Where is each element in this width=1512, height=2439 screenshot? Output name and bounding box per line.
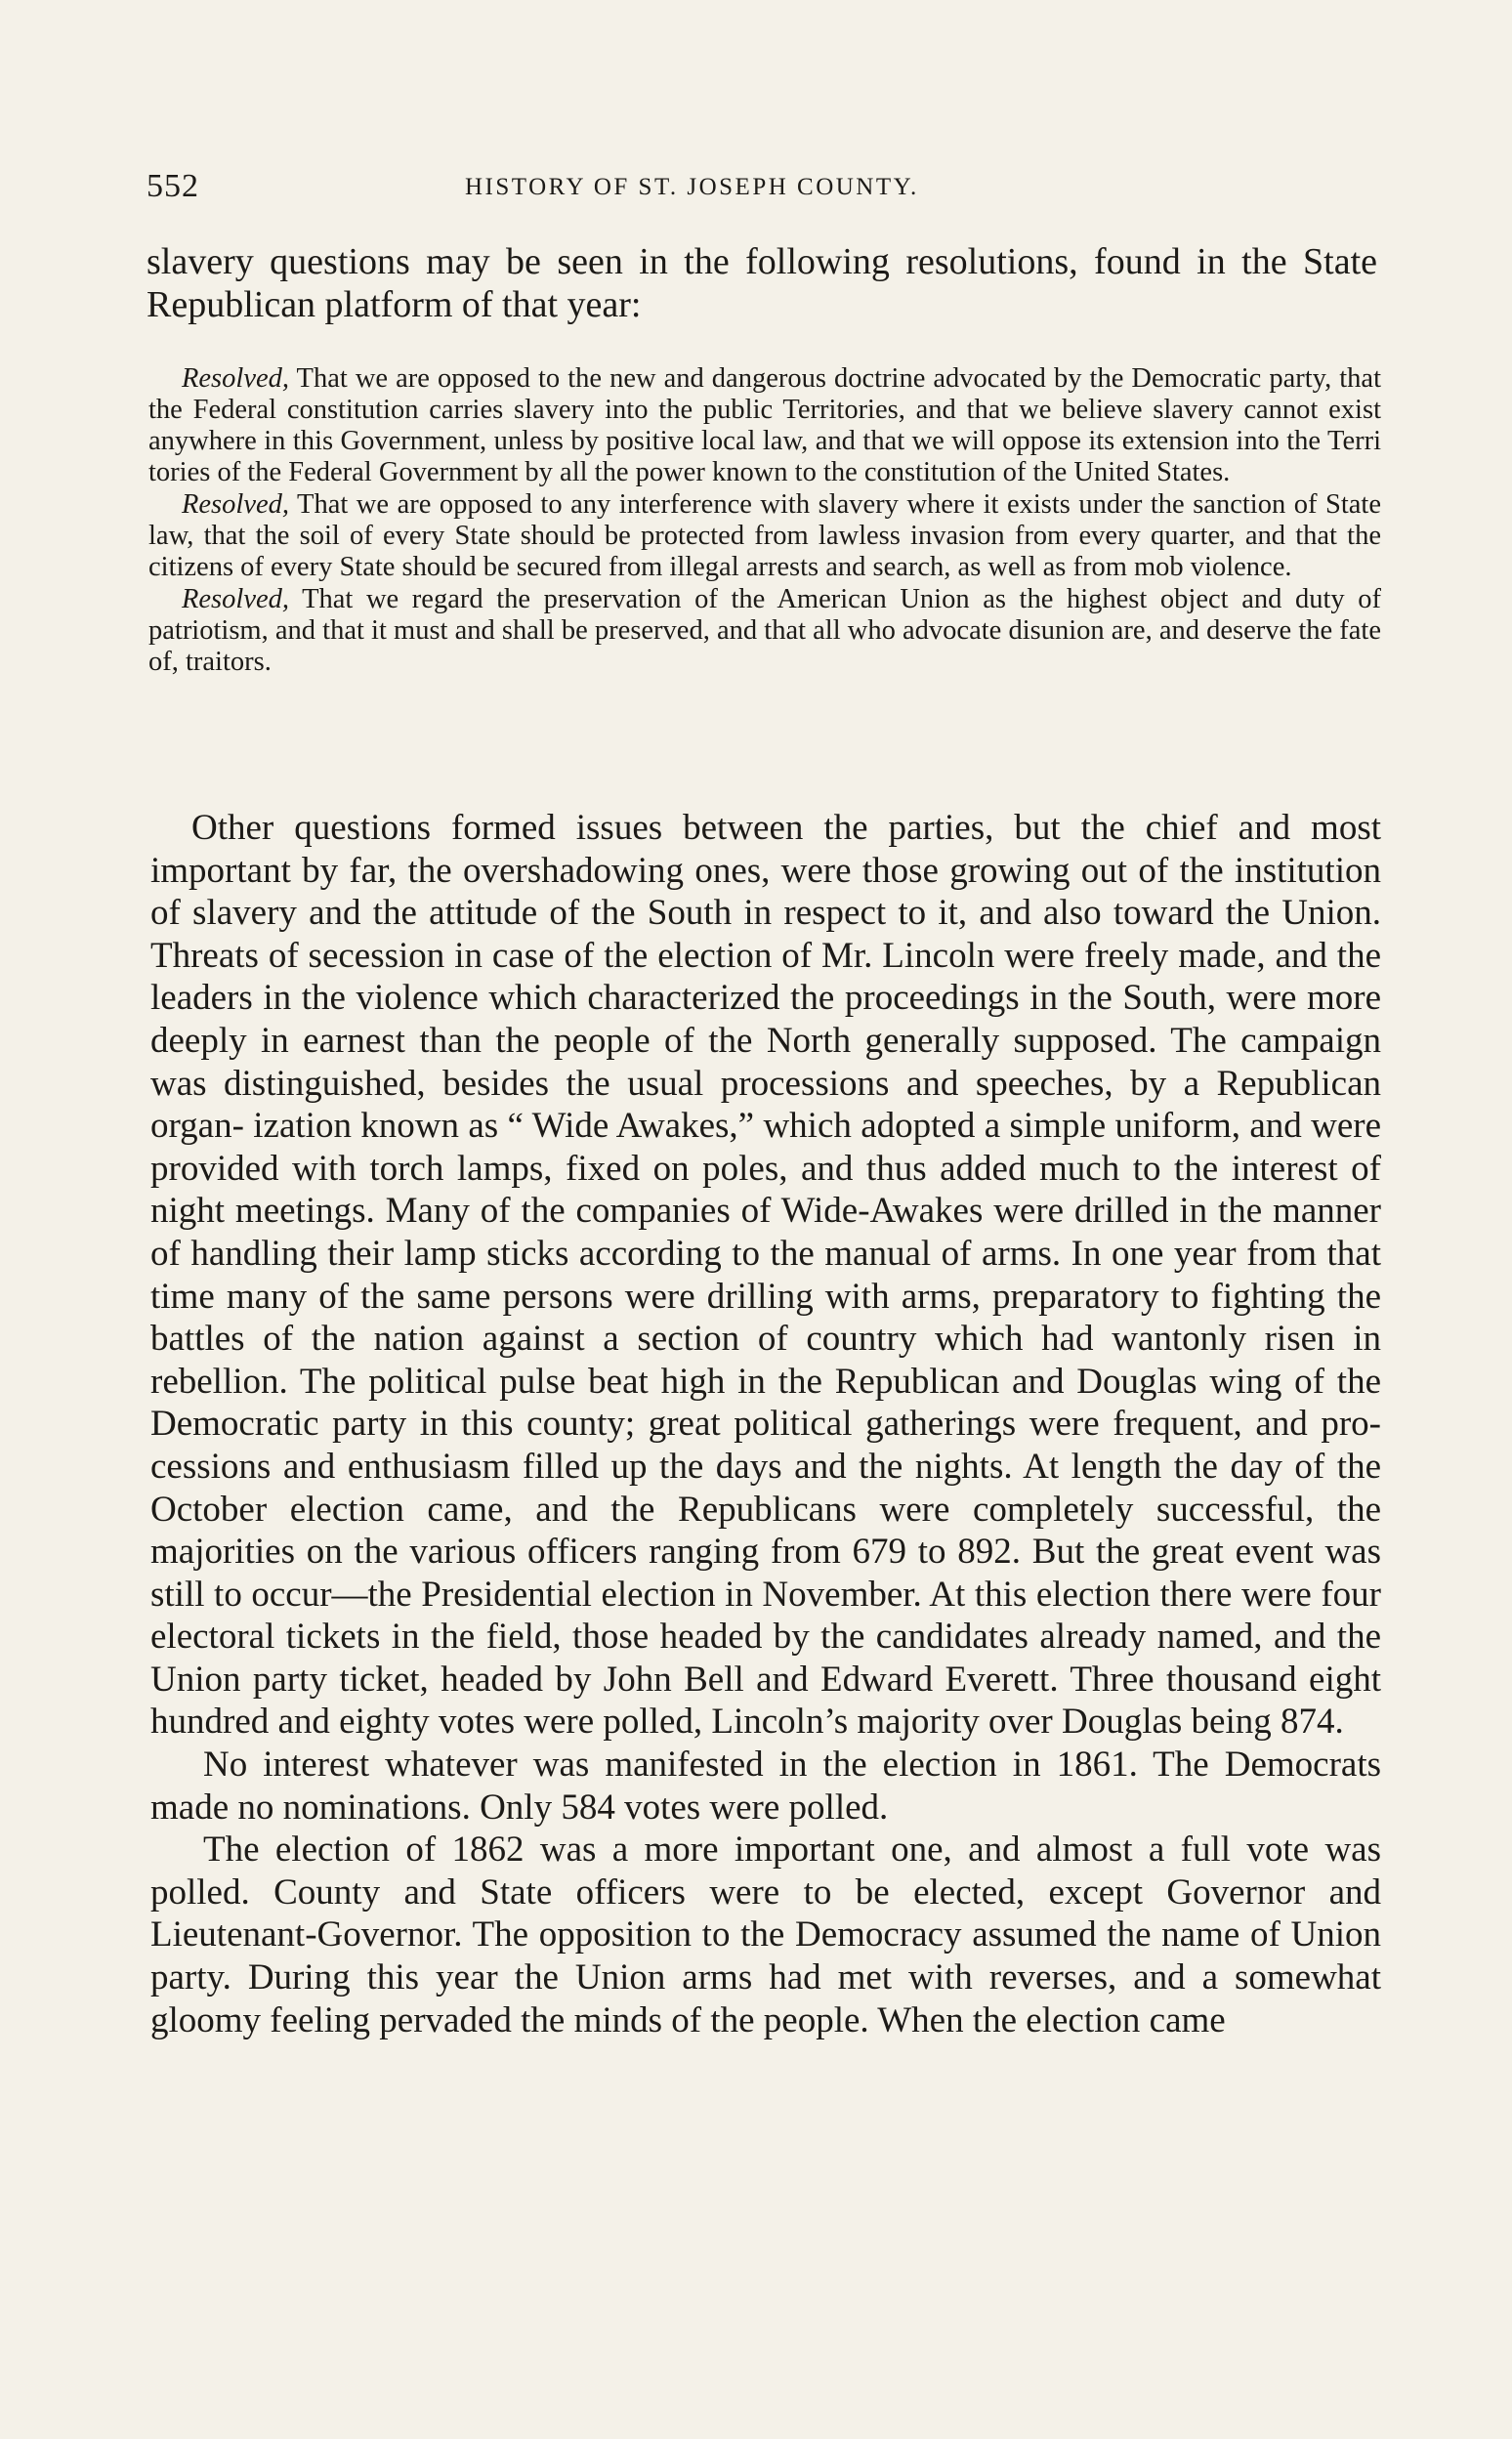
- resolution-text: That we are opposed to the new and dangerous doctrine advocated by the Democratic party, that the Federal constitution carries slavery into the public Territories, and that we believe slavery cannot exist anywhere in this Government, unless by positive local law, and that we will oppose its extension into the Terri tories of the Federal Government by all the power known to the constitution of the United States.: [148, 363, 1381, 487]
- body-paragraph-1: Other questions formed issues between the parties, but the chief and most important by far, the overshadowing ones, were those growing out of the institution of slavery and the attitude of the South in respect to it, and also toward the Union. Threats of secession in case of the election of Mr. Lincoln were freely made, and the leaders in the violence which characterized the proceedings in the South, were more deeply in earnest than the people of the North generally supposed. The campaign was distinguished, besides the usual processions and speeches, by a Republican organ- ization known as “ Wide Awakes,” which adopted a simple uniform, and were provided with torch lamps, fixed on poles, and thus added much to the interest of night meetings. Many of the companies of Wide-Awakes were drilled in the manner of handling their lamp sticks according to the manual of arms. In one year from that time many of the same persons were drilling with arms, preparatory to fighting the battles of the nation against a section of country which had wantonly risen in rebellion. The political pulse beat high in the Republican and Douglas wing of the Democratic party in this county; great political gatherings were frequent, and pro- cessions and enthusiasm filled up the days and the nights. At length the day of the October election came, and the Republicans were completely successful, the majorities on the various officers ranging from 679 to 892. But the great event was still to occur—the Presidential election in November. At this election there were four electoral tickets in the field, those headed by the candidates already named, and the Union party ticket, headed by John Bell and Edward Everett. Three thousand eight hundred and eighty votes were polled, Lincoln’s majority over Douglas being 874.: [150, 808, 1381, 1743]
- resolution-text: That we regard the preservation of the American Union as the highest object and duty of patriotism, and that it must and shall be preserved, and that all who advocate disunion are, and deserve the fate of, traitors.: [148, 584, 1381, 677]
- body-paragraph-2: No interest whatever was manifested in the election in 1861. The Democrats made no nominations. Only 584 votes were polled.: [150, 1745, 1381, 1828]
- resolution-2: [148, 489, 1381, 583]
- running-title: HISTORY OF ST. JOSEPH COUNTY.: [465, 174, 919, 200]
- resolved-label: Resolved,: [182, 489, 289, 520]
- resolution-text: That we are opposed to any interference with slavery where it exists under the sanction of State law, that the soil of every State should be protected from lawless invasion from every quarter, and that the citizens of every State should be secured from illegal arrests and search, as well as from mob violence.: [148, 489, 1381, 582]
- intro-paragraph: slavery questions may be seen in the following resolutions, found in the State Republican platform of that year:: [147, 241, 1377, 325]
- resolutions-block: [148, 363, 1381, 678]
- page-number: 552: [147, 168, 199, 204]
- resolved-label: Resolved,: [182, 584, 289, 614]
- body-paragraph-3: The election of 1862 was a more important one, and almost a full vote was polled. County and State officers were to be elected, except Governor and Lieutenant-Governor. The opposition to the Democracy assumed the name of Union party. During this year the Union arms had met with reverses, and a somewhat gloomy feeling pervaded the minds of the people. When the election came: [150, 1829, 1381, 2040]
- resolution-3: [148, 584, 1381, 678]
- resolution-1: [148, 363, 1381, 488]
- main-text: [150, 807, 1381, 2041]
- running-head: [147, 168, 1387, 211]
- resolved-label: Resolved,: [182, 363, 289, 394]
